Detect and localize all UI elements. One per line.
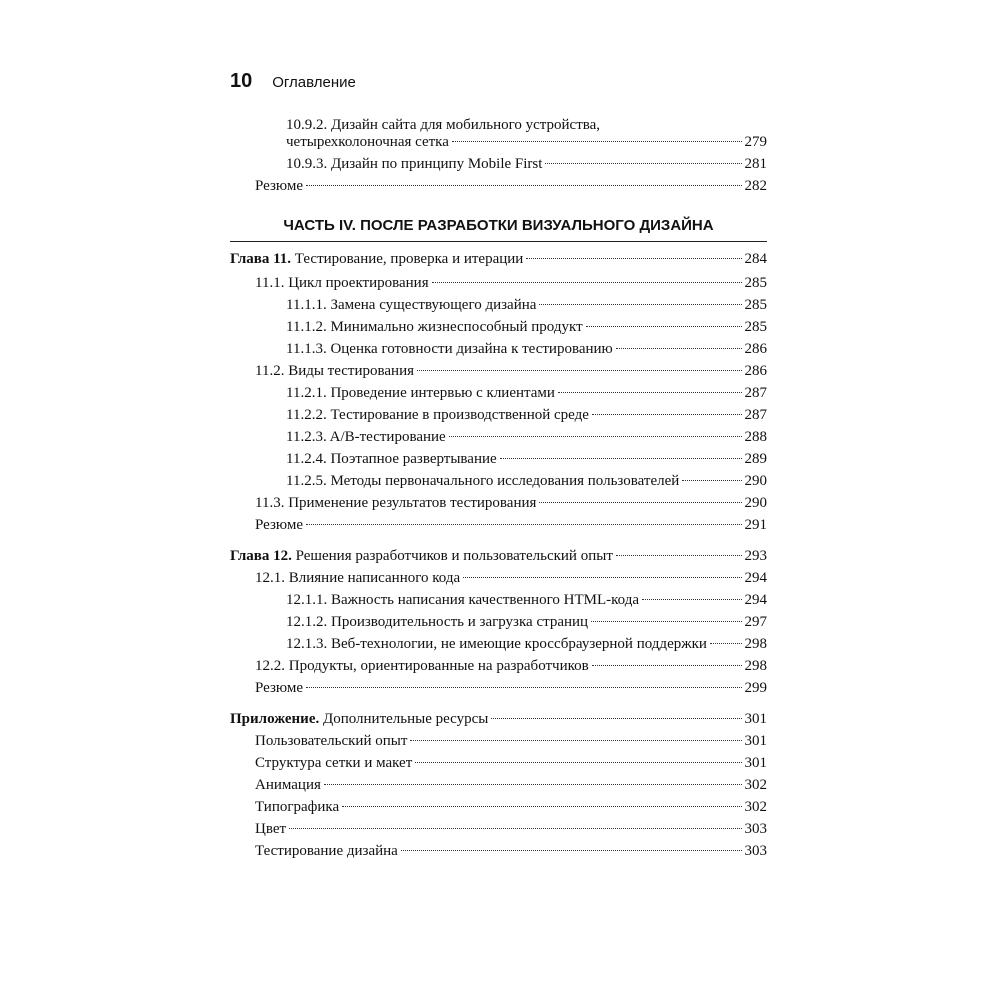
dot-leader — [616, 555, 742, 556]
toc-entry-label: 11.2.5. Методы первоначального исследования пользователей — [286, 473, 680, 489]
dot-leader — [289, 828, 741, 829]
toc-page-number: 285 — [744, 297, 767, 313]
toc-entry — [0, 470, 767, 492]
chapter-entry — [0, 248, 767, 270]
running-head — [230, 70, 356, 93]
chapter-title: Тестирование, проверка и итерации — [294, 251, 524, 267]
heading-rule — [230, 241, 767, 242]
dot-leader — [417, 370, 741, 371]
dot-leader — [586, 326, 742, 327]
toc-entry-label: 11.2.1. Проведение интервью с клиентами — [286, 385, 555, 401]
toc-entry-label: 11.1. Цикл проектирования — [255, 275, 429, 291]
toc-entry-label: 11.2.4. Поэтапное развертывание — [286, 451, 497, 467]
part-heading: ЧАСТЬ IV. ПОСЛЕ РАЗРАБОТКИ ВИЗУАЛЬНОГО ДИЗАЙНА — [283, 217, 714, 234]
dot-leader — [342, 806, 741, 807]
toc-entry — [0, 175, 767, 197]
toc-page-number: 281 — [744, 156, 767, 172]
toc-page-number: 288 — [744, 429, 767, 445]
chapter-prefix: Глава 11. — [230, 251, 292, 267]
dot-leader — [616, 348, 742, 349]
toc-page-number: 294 — [744, 570, 767, 586]
chapter-title: Решения разработчиков и пользовательский опыт — [295, 548, 613, 564]
toc-entry-label: 11.1.3. Оценка готовности дизайна к тестированию — [286, 341, 613, 357]
dot-leader — [401, 850, 742, 851]
toc-entry — [0, 730, 767, 752]
toc-entry-label: 12.1.2. Производительность и загрузка страниц — [286, 614, 589, 630]
dot-leader — [539, 304, 741, 305]
toc-entry — [0, 360, 767, 382]
toc-page-number: 291 — [744, 517, 767, 533]
toc-entry — [0, 514, 767, 536]
toc-page-number: 293 — [744, 548, 767, 564]
toc-entry-label: 10.9.3. Дизайн по принципу Mobile First — [286, 156, 543, 172]
dot-leader — [432, 282, 742, 283]
toc-page-number: 302 — [744, 777, 767, 793]
toc-entry — [0, 492, 767, 514]
toc-entry — [0, 382, 767, 404]
toc-entry — [0, 272, 767, 294]
toc-entry-label: Типографика — [255, 799, 340, 815]
toc-entry-label: 11.2. Виды тестирования — [255, 363, 415, 379]
toc-entry — [0, 567, 767, 589]
dot-leader — [306, 524, 741, 525]
dot-leader — [463, 577, 741, 578]
toc-entry-label: 12.1.1. Важность написания качественного HTML-кода — [286, 592, 639, 608]
toc-page-number: 290 — [744, 495, 767, 511]
toc-entry-label: Тестирование дизайна — [255, 843, 398, 859]
toc-entry — [0, 404, 767, 426]
toc-page-number: 301 — [744, 733, 767, 749]
toc-page-number: 287 — [744, 385, 767, 401]
chapter-entry — [0, 545, 767, 567]
toc-entry — [0, 840, 767, 862]
toc-page-number: 290 — [744, 473, 767, 489]
running-head-title: Оглавление — [272, 74, 356, 91]
toc-entry — [0, 131, 767, 153]
toc-entry-label: 12.1.3. Веб-технологии, не имеющие кроссбраузерной поддержки — [286, 636, 707, 652]
toc-page-number: 279 — [744, 134, 767, 150]
toc-entry — [0, 796, 767, 818]
dot-leader — [558, 392, 742, 393]
toc-entry-label: Структура сетки и макет — [255, 755, 413, 771]
toc-entry — [0, 316, 767, 338]
toc-page-number: 303 — [744, 821, 767, 837]
toc-entry — [0, 153, 767, 175]
chapter-label — [230, 248, 523, 270]
toc-page-number: 285 — [744, 319, 767, 335]
dot-leader — [449, 436, 742, 437]
toc-page-number: 298 — [744, 636, 767, 652]
dot-leader — [682, 480, 741, 481]
toc-entry-label: 11.2.2. Тестирование в производственной среде — [286, 407, 589, 423]
dot-leader — [592, 665, 742, 666]
chapter-label — [230, 545, 613, 567]
toc-entry — [0, 655, 767, 677]
dot-leader — [415, 762, 741, 763]
toc-entry-label: Цвет — [255, 821, 287, 837]
appendix-label — [230, 708, 488, 730]
toc-entry — [0, 294, 767, 316]
dot-leader — [642, 599, 742, 600]
dot-leader — [526, 258, 741, 259]
page-number: 10 — [230, 70, 253, 92]
toc-page-number: 282 — [744, 178, 767, 194]
toc-page-number: 298 — [744, 658, 767, 674]
toc-entry-label: 12.1. Влияние написанного кода — [255, 570, 461, 586]
toc-entry-label: Пользовательский опыт — [255, 733, 408, 749]
toc-entry-label: 11.2.3. A/B-тестирование — [286, 429, 446, 445]
toc-page-number: 284 — [744, 251, 767, 267]
dot-leader — [592, 414, 742, 415]
dot-leader — [710, 643, 742, 644]
dot-leader — [539, 502, 741, 503]
toc-entry-label: Анимация — [255, 777, 321, 793]
toc-entry — [0, 677, 767, 699]
toc-entry-label: 11.3. Применение результатов тестирования — [255, 495, 537, 511]
toc-page-number: 287 — [744, 407, 767, 423]
toc-entry-label: 12.2. Продукты, ориентированные на разработчиков — [255, 658, 589, 674]
toc-entry-label: Резюме — [255, 517, 304, 533]
dot-leader — [491, 718, 741, 719]
dot-leader — [410, 740, 741, 741]
toc-entry — [0, 448, 767, 470]
toc-page-number: 289 — [744, 451, 767, 467]
toc-page-number: 286 — [744, 363, 767, 379]
toc-entry — [0, 818, 767, 840]
toc-entry — [0, 752, 767, 774]
dot-leader — [306, 687, 741, 688]
toc-entry-label: 11.1.2. Минимально жизнеспособный продукт — [286, 319, 583, 335]
toc-entry-label: Резюме — [255, 178, 304, 194]
toc-entry — [0, 774, 767, 796]
toc-page-number: 285 — [744, 275, 767, 291]
toc-page-number: 301 — [744, 711, 767, 727]
toc-entry-line1: 10.9.2. Дизайн сайта для мобильного устройства, — [286, 117, 601, 133]
toc-entry-label: 11.1.1. Замена существующего дизайна — [286, 297, 537, 313]
toc-entry — [0, 426, 767, 448]
toc-entry-label: четырехколоночная сетка — [286, 134, 449, 150]
toc-page-number: 301 — [744, 755, 767, 771]
dot-leader — [452, 141, 742, 142]
dot-leader — [324, 784, 742, 785]
toc-entry-label: Резюме — [255, 680, 304, 696]
dot-leader — [500, 458, 742, 459]
chapter-prefix: Глава 12. — [230, 548, 292, 564]
appendix-title: Дополнительные ресурсы — [322, 711, 489, 727]
appendix-prefix: Приложение. — [230, 711, 320, 727]
toc-entry — [0, 611, 767, 633]
appendix-entry — [0, 708, 767, 730]
toc-page-number: 294 — [744, 592, 767, 608]
dot-leader — [591, 621, 741, 622]
dot-leader — [306, 185, 741, 186]
toc-page-number: 286 — [744, 341, 767, 357]
toc-page-number: 302 — [744, 799, 767, 815]
toc-entry — [0, 633, 767, 655]
toc-page-number: 297 — [744, 614, 767, 630]
toc-entry — [0, 338, 767, 360]
toc-page-number: 303 — [744, 843, 767, 859]
dot-leader — [545, 163, 741, 164]
toc-entry — [0, 589, 767, 611]
toc-page-number: 299 — [744, 680, 767, 696]
